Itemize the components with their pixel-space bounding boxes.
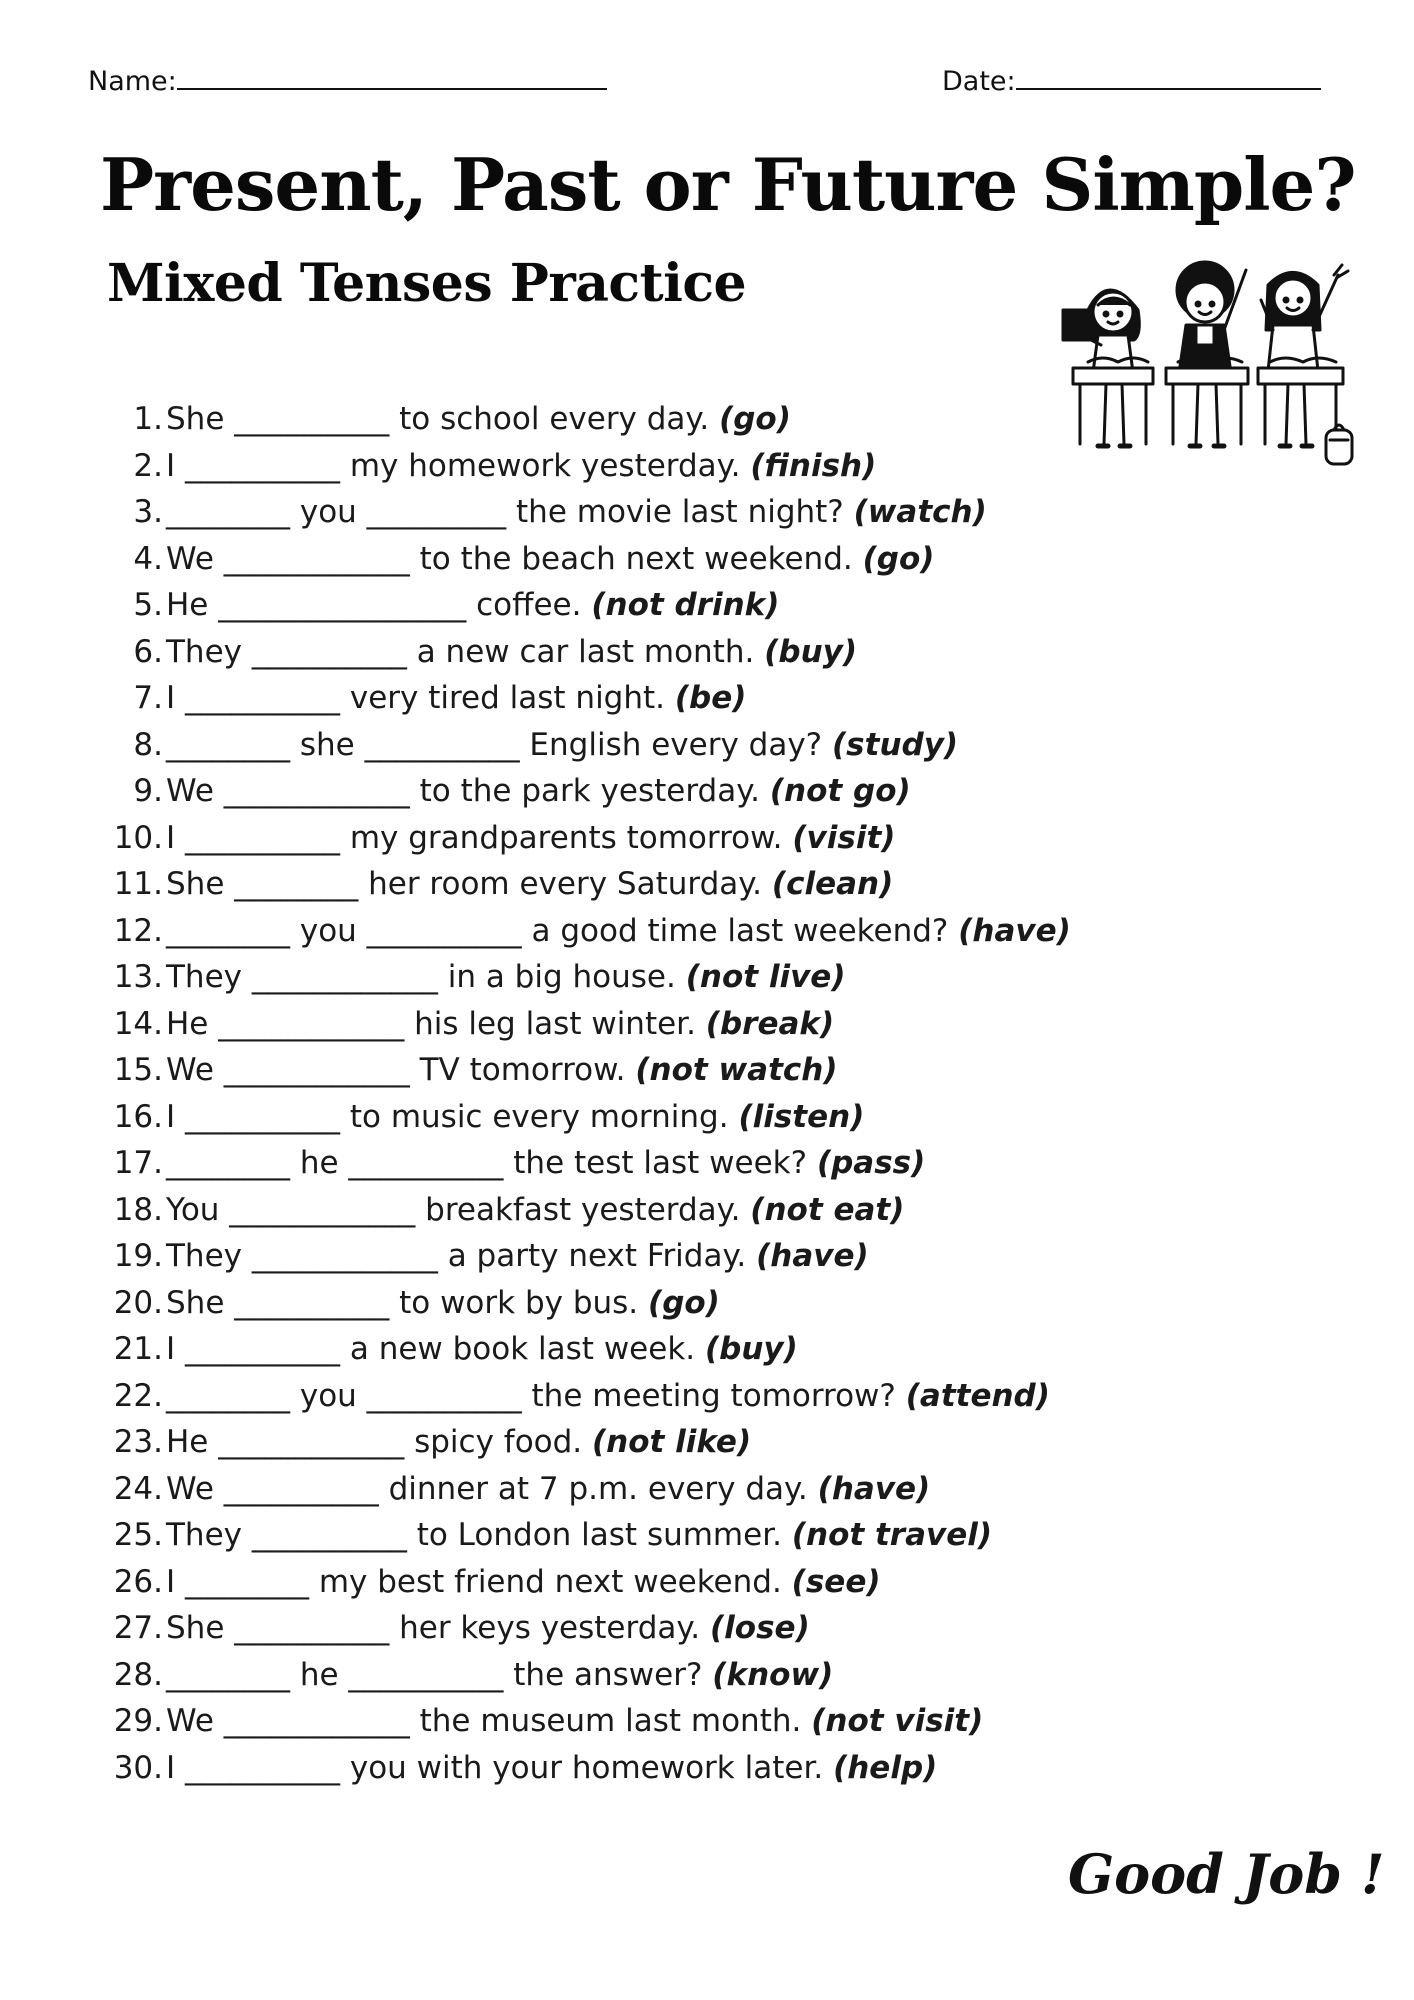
verb-hint: (pass) [816, 1145, 926, 1181]
question-item [110, 1326, 1210, 1373]
verb-hint: (break) [705, 1005, 835, 1042]
question-number: 29. [113, 1703, 163, 1739]
verb-hint: (clean) [771, 866, 894, 902]
name-blank-line[interactable] [177, 66, 607, 90]
verb-hint: (not go) [769, 773, 911, 809]
verb-hint: (know) [712, 1656, 834, 1693]
question-item [110, 1698, 1210, 1745]
question-item [110, 1559, 1210, 1606]
name-field[interactable] [88, 66, 607, 97]
question-number: 12. [113, 912, 163, 949]
question-item [110, 1373, 1210, 1420]
question-number: 26. [113, 1563, 163, 1600]
question-item [110, 1512, 1210, 1559]
verb-hint: (study) [832, 726, 959, 763]
question-list [110, 396, 1210, 1791]
question-number: 7. [133, 680, 163, 716]
question-text[interactable]: ________ you _________ the movie last night? [166, 494, 844, 530]
question-text[interactable]: He ____________ his leg last winter. [166, 1005, 696, 1042]
verb-hint: (buy) [764, 633, 858, 670]
question-number: 25. [113, 1517, 163, 1553]
question-text[interactable]: ________ you __________ a good time last weekend? [166, 912, 949, 949]
question-item [110, 1187, 1210, 1234]
question-number: 21. [113, 1331, 163, 1367]
name-label: Name: [88, 66, 177, 97]
verb-hint: (have) [756, 1238, 869, 1274]
question-text[interactable]: ________ he __________ the answer? [166, 1656, 703, 1693]
question-text[interactable]: We ____________ TV tomorrow. [166, 1052, 626, 1088]
question-item [110, 1652, 1210, 1699]
verb-hint: (watch) [853, 494, 987, 530]
question-item [110, 536, 1210, 583]
question-number: 16. [113, 1098, 163, 1135]
verb-hint: (finish) [750, 447, 877, 484]
question-number: 27. [113, 1610, 163, 1646]
question-number: 17. [113, 1145, 163, 1181]
question-number: 6. [133, 633, 163, 670]
page-title: Present, Past or Future Simple? [100, 142, 1356, 227]
date-blank-line[interactable] [1016, 66, 1321, 90]
verb-hint: (not live) [685, 959, 846, 995]
question-item [110, 675, 1210, 722]
question-item [110, 1605, 1210, 1652]
question-text[interactable]: ________ he __________ the test last week? [166, 1145, 808, 1181]
question-item [110, 396, 1210, 443]
question-text[interactable]: They __________ to London last summer. [166, 1517, 782, 1553]
question-item [110, 1280, 1210, 1327]
question-text[interactable]: I ________ my best friend next weekend. [166, 1563, 782, 1600]
verb-hint: (be) [674, 680, 747, 716]
question-number: 15. [113, 1052, 163, 1088]
page-subtitle: Mixed Tenses Practice [107, 253, 747, 314]
question-number: 24. [113, 1470, 163, 1507]
question-item [110, 954, 1210, 1001]
verb-hint: (go) [719, 401, 791, 437]
question-text[interactable]: We ____________ to the park yesterday. [166, 773, 760, 809]
verb-hint: (not watch) [635, 1052, 838, 1088]
verb-hint: (have) [958, 912, 1071, 949]
verb-hint: (lose) [710, 1610, 810, 1646]
question-number: 22. [113, 1377, 163, 1414]
question-number: 8. [133, 726, 163, 763]
question-text[interactable]: She __________ to work by bus. [166, 1284, 639, 1321]
verb-hint: (listen) [738, 1098, 865, 1135]
question-text[interactable]: I __________ you with your homework later. [166, 1749, 824, 1786]
question-number: 18. [113, 1191, 163, 1228]
good-job-closing: Good Job ! [1068, 1842, 1385, 1906]
verb-hint: (not like) [592, 1424, 752, 1460]
question-text[interactable]: We __________ dinner at 7 p.m. every day. [166, 1470, 808, 1507]
question-item [110, 443, 1210, 490]
date-label: Date: [942, 66, 1016, 97]
question-item [110, 1140, 1210, 1187]
verb-hint: (not drink) [591, 587, 780, 623]
question-text[interactable]: I __________ to music every morning. [166, 1098, 729, 1135]
question-number: 23. [113, 1424, 163, 1460]
verb-hint: (attend) [905, 1377, 1050, 1414]
question-number: 28. [113, 1656, 163, 1693]
verb-hint: (not visit) [811, 1703, 984, 1739]
question-text[interactable]: I __________ very tired last night. [166, 680, 666, 716]
question-text[interactable]: He ____________ spicy food. [166, 1424, 583, 1460]
question-number: 9. [133, 773, 163, 809]
question-number: 14. [113, 1005, 163, 1042]
verb-hint: (go) [862, 540, 935, 577]
question-item [110, 768, 1210, 815]
question-number: 10. [113, 819, 163, 856]
question-number: 11. [113, 866, 163, 902]
question-number: 1. [133, 401, 163, 437]
question-text[interactable]: You ____________ breakfast yesterday. [166, 1191, 741, 1228]
question-text[interactable]: She __________ to school every day. [166, 401, 710, 437]
question-number: 3. [133, 494, 163, 530]
question-item [110, 582, 1210, 629]
question-text[interactable]: I __________ my grandparents tomorrow. [166, 819, 783, 856]
question-number: 4. [133, 540, 163, 577]
question-item [110, 489, 1210, 536]
question-item [110, 1094, 1210, 1141]
question-item [110, 1001, 1210, 1048]
question-item [110, 1745, 1210, 1792]
verb-hint: (see) [791, 1563, 881, 1600]
question-item [110, 1466, 1210, 1513]
question-item [110, 629, 1210, 676]
question-text[interactable]: I __________ my homework yesterday. [166, 447, 741, 484]
question-item [110, 815, 1210, 862]
verb-hint: (go) [648, 1284, 720, 1321]
verb-hint: (buy) [704, 1331, 798, 1367]
question-item [110, 1233, 1210, 1280]
verb-hint: (not travel) [791, 1517, 993, 1553]
question-number: 19. [113, 1238, 163, 1274]
question-item [110, 861, 1210, 908]
date-field[interactable] [942, 66, 1321, 97]
question-text[interactable]: They ____________ a party next Friday. [166, 1238, 747, 1274]
verb-hint: (visit) [792, 819, 896, 856]
question-number: 5. [133, 587, 163, 623]
question-text[interactable]: He ________________ coffee. [166, 587, 582, 623]
question-number: 2. [133, 447, 163, 484]
question-text[interactable]: She ________ her room every Saturday. [166, 866, 763, 902]
question-number: 30. [113, 1749, 163, 1786]
verb-hint: (not eat) [750, 1191, 905, 1228]
question-item [110, 908, 1210, 955]
question-text[interactable]: She __________ her keys yesterday. [166, 1610, 701, 1646]
question-item [110, 1047, 1210, 1094]
question-number: 20. [113, 1284, 163, 1321]
question-text[interactable]: We ____________ to the beach next weekend. [166, 540, 853, 577]
verb-hint: (help) [833, 1749, 938, 1786]
question-text[interactable]: They __________ a new car last month. [166, 633, 755, 670]
question-number: 13. [113, 959, 163, 995]
question-text[interactable]: We ____________ the museum last month. [166, 1703, 802, 1739]
verb-hint: (have) [817, 1470, 931, 1507]
question-text[interactable]: They ____________ in a big house. [166, 959, 676, 995]
question-text[interactable]: I __________ a new book last week. [166, 1331, 696, 1367]
question-item [110, 1419, 1210, 1466]
question-item [110, 722, 1210, 769]
question-text[interactable]: ________ you __________ the meeting tomorrow? [166, 1377, 896, 1414]
question-text[interactable]: ________ she __________ English every day? [166, 726, 823, 763]
